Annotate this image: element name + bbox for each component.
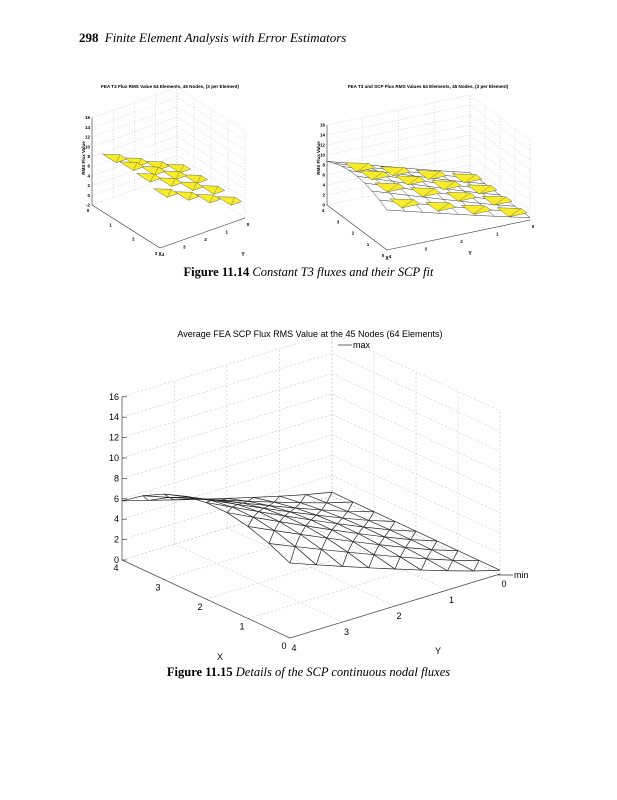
z-tick-label: 14 xyxy=(84,124,90,130)
running-head xyxy=(79,30,346,46)
wall-gridline xyxy=(122,374,500,452)
mesh-diagonal xyxy=(301,526,306,535)
mesh-diagonal xyxy=(322,503,327,510)
flux-patch xyxy=(179,182,203,191)
z-tick-label: 8 xyxy=(87,154,90,159)
floor-gridline xyxy=(164,516,374,580)
mesh-diagonal xyxy=(369,512,374,521)
x-axis-line xyxy=(92,205,160,248)
y-tick-label: 3 xyxy=(182,244,186,250)
z-tick-label: 8 xyxy=(113,473,119,484)
z-tick-label: 12 xyxy=(108,432,119,443)
z-tick-label: 0 xyxy=(113,555,119,565)
mesh-diagonal xyxy=(259,508,264,511)
wall-gridline xyxy=(327,105,530,150)
y-tick-label: 0 xyxy=(501,579,507,589)
mesh-diagonal xyxy=(316,549,321,564)
flux-patch xyxy=(396,176,426,185)
mesh-diagonal xyxy=(432,541,437,550)
x-tick-label: 4 xyxy=(113,563,119,573)
y-tick-label: 1 xyxy=(448,595,455,605)
x-tick-label: 2 xyxy=(132,236,135,242)
mesh-diagonal xyxy=(238,503,243,504)
figure-11-15-caption xyxy=(0,665,617,680)
mesh-diagonal xyxy=(227,507,232,512)
mesh-line xyxy=(290,563,500,571)
mesh-diagonal xyxy=(400,548,405,557)
caption-text: Constant T3 fluxes and their SCP fit xyxy=(252,265,434,279)
x-tick-label: 0 xyxy=(86,208,90,213)
z-tick-label: 6 xyxy=(87,163,90,169)
z-axis-label: RMS Flux Value xyxy=(81,141,86,175)
plot-title: FEA T3 and SCP Flux RMS Values 64 Elements, 45 Nodes, (3 per Element) xyxy=(347,84,509,89)
x-tick-label: 0 xyxy=(381,253,385,258)
y-tick-label: 3 xyxy=(343,627,350,637)
mesh-diagonal xyxy=(290,547,295,564)
wall-gridline xyxy=(122,394,500,472)
mesh-diagonal xyxy=(327,492,332,503)
flux-patch xyxy=(158,178,182,187)
wall-gridline xyxy=(122,353,500,431)
y-tick-label: 2 xyxy=(460,239,463,244)
mesh-line xyxy=(306,495,474,571)
floor-gridline xyxy=(248,555,458,619)
x-tick-label: 3 xyxy=(336,219,340,225)
flux-patch xyxy=(461,205,491,214)
wall-gridline xyxy=(92,97,245,140)
plot-title: FEA T3 Flux RMS Value 64 Elements, 45 Nodes, (3 per Element) xyxy=(101,84,239,89)
mesh-diagonal xyxy=(374,545,379,555)
floor-gridline xyxy=(280,512,448,590)
z-tick-label: 14 xyxy=(108,412,119,423)
wall-gridline xyxy=(327,95,530,140)
wall-gridline xyxy=(327,115,530,160)
mesh-diagonal xyxy=(411,531,416,539)
y-axis-line xyxy=(290,574,500,638)
mesh-diagonal xyxy=(269,530,274,543)
flux-patch xyxy=(411,188,441,197)
flux-patch xyxy=(390,199,420,208)
y-tick-label: 0 xyxy=(531,224,535,229)
y-axis-label: Y xyxy=(468,251,472,257)
z-tick-label: 2 xyxy=(322,192,325,198)
wall-gridline xyxy=(92,88,245,131)
z-tick-label: 12 xyxy=(84,134,90,140)
x-tick-label: 1 xyxy=(109,222,112,228)
book-title: Finite Element Analysis with Error Estimators xyxy=(104,30,347,45)
mesh-diagonal xyxy=(379,537,384,545)
x-tick-label: 2 xyxy=(351,230,355,236)
page-number: 298 xyxy=(79,30,99,45)
y-axis-line xyxy=(160,218,245,248)
figure-11-14-caption xyxy=(0,265,617,280)
wall-gridline xyxy=(92,127,245,170)
mesh-diagonal xyxy=(395,557,400,569)
mesh-diagonal xyxy=(427,550,432,559)
z-tick-label: 8 xyxy=(322,162,325,168)
mesh-diagonal xyxy=(253,512,258,518)
caption-label: Figure 11.15 xyxy=(166,665,233,679)
x-tick-label: 2 xyxy=(197,602,203,612)
mesh-diagonal xyxy=(343,511,348,518)
wall-gridline xyxy=(122,496,500,574)
y-tick-label: 1 xyxy=(225,229,229,235)
wall-gridline xyxy=(92,117,245,160)
y-tick-label: 1 xyxy=(495,231,499,237)
x-axis-label: X xyxy=(158,252,162,258)
y-tick-label: 4 xyxy=(161,252,165,257)
x-tick-label: 1 xyxy=(239,621,245,632)
mesh-diagonal xyxy=(406,540,411,548)
z-tick-label: 6 xyxy=(113,493,119,504)
wall-gridline xyxy=(122,435,500,513)
mesh-diagonal xyxy=(295,534,300,546)
mesh-diagonal xyxy=(143,496,148,501)
mesh-diagonal xyxy=(358,527,363,534)
mesh-diagonal xyxy=(285,512,290,516)
mesh-diagonal xyxy=(343,552,348,566)
mesh-diagonal xyxy=(353,534,358,542)
flux-patch xyxy=(467,185,497,194)
figure-11-14-right-plot xyxy=(300,80,560,265)
x-tick-label: 4 xyxy=(321,208,325,213)
z-tick-label: 14 xyxy=(319,132,325,138)
flux-patch xyxy=(103,154,127,163)
z-tick-label: 2 xyxy=(113,534,119,545)
wall-gridline xyxy=(92,107,245,150)
z-tick-label: -2 xyxy=(85,202,90,208)
mesh-diagonal xyxy=(301,495,306,503)
y-tick-label: 4 xyxy=(388,254,392,259)
y-axis-label: Y xyxy=(241,252,245,258)
mesh-diagonal xyxy=(369,555,374,568)
z-tick-label: 2 xyxy=(87,183,90,189)
mesh-diagonal xyxy=(316,510,321,515)
y-tick-label: 2 xyxy=(396,611,402,621)
x-tick-label: 0 xyxy=(281,641,287,651)
z-tick-label: 0 xyxy=(87,192,90,198)
z-tick-label: 4 xyxy=(113,514,119,525)
y-axis-line xyxy=(387,220,530,250)
figure-11-14-left-plot xyxy=(30,80,305,265)
z-tick-label: 0 xyxy=(322,202,325,208)
z-tick-label: 12 xyxy=(319,142,325,148)
mesh-diagonal xyxy=(327,530,332,538)
mesh-diagonal xyxy=(274,522,279,531)
mesh-diagonal xyxy=(243,501,248,503)
flux-patch xyxy=(426,202,456,211)
mesh-diagonal xyxy=(390,521,395,529)
mesh-diagonal xyxy=(448,560,453,570)
x-axis-label: X xyxy=(385,256,389,262)
x-tick-label: 3 xyxy=(155,582,161,593)
wall-gridline xyxy=(122,414,500,492)
z-tick-label: 6 xyxy=(322,172,325,178)
mesh-diagonal xyxy=(206,500,211,502)
mesh-diagonal xyxy=(364,520,369,527)
flux-patch xyxy=(196,194,220,203)
flux-patch xyxy=(431,181,461,190)
mesh-diagonal xyxy=(348,502,353,511)
flux-patch xyxy=(154,189,178,198)
x-tick-label: 3 xyxy=(154,251,158,256)
mesh-diagonal xyxy=(385,530,390,537)
figure-11-15-plot xyxy=(0,320,617,665)
z-tick-label: 10 xyxy=(84,144,90,150)
flux-patch xyxy=(175,192,199,201)
caption-text: Details of the SCP continuous nodal fluxes xyxy=(235,665,451,679)
caption-label: Figure 11.14 xyxy=(183,265,250,279)
mesh-diagonal xyxy=(274,496,279,502)
y-tick-label: 4 xyxy=(291,643,297,653)
z-tick-label: 4 xyxy=(322,182,325,188)
z-tick-label: 16 xyxy=(108,391,119,402)
mesh-diagonal xyxy=(269,502,274,506)
mesh-diagonal xyxy=(248,497,253,501)
flux-patch xyxy=(497,208,527,217)
mesh-diagonal xyxy=(295,503,300,508)
x-axis-line xyxy=(327,205,387,250)
flux-patch xyxy=(375,183,405,192)
mesh-diagonal xyxy=(306,520,311,526)
flux-patch xyxy=(452,174,482,183)
y-axis-label: Y xyxy=(434,646,442,656)
y-tick-label: 3 xyxy=(424,246,428,252)
z-tick-label: 10 xyxy=(319,152,325,158)
mesh-diagonal xyxy=(248,517,253,526)
z-tick-label: 10 xyxy=(108,453,119,463)
z-axis-label: RMS Flux Value xyxy=(316,141,321,175)
mesh-line xyxy=(280,496,448,571)
flux-patch xyxy=(137,173,161,182)
y-tick-label: 2 xyxy=(204,237,207,242)
x-tick-label: 1 xyxy=(366,241,370,247)
x-axis-label: X xyxy=(216,652,224,662)
y-tick-label: 0 xyxy=(246,222,250,227)
plot-title: Average FEA SCP Flux RMS Value at the 45 Nodes (64 Elements) xyxy=(177,329,443,339)
x-axis-line xyxy=(122,560,290,638)
mesh-diagonal xyxy=(264,506,269,509)
wall-gridline xyxy=(122,333,500,411)
min-annotation: min xyxy=(514,570,529,580)
mesh-diagonal xyxy=(348,542,353,553)
mesh-diagonal xyxy=(322,538,327,549)
mesh-diagonal xyxy=(311,515,316,520)
mesh-diagonal xyxy=(337,518,342,524)
flux-patch xyxy=(446,192,476,201)
max-annotation: max xyxy=(353,340,371,350)
z-tick-label: 4 xyxy=(87,173,90,179)
z-tick-label: 16 xyxy=(319,122,325,128)
z-tick-label: 16 xyxy=(84,115,90,121)
mesh-diagonal xyxy=(280,516,285,522)
